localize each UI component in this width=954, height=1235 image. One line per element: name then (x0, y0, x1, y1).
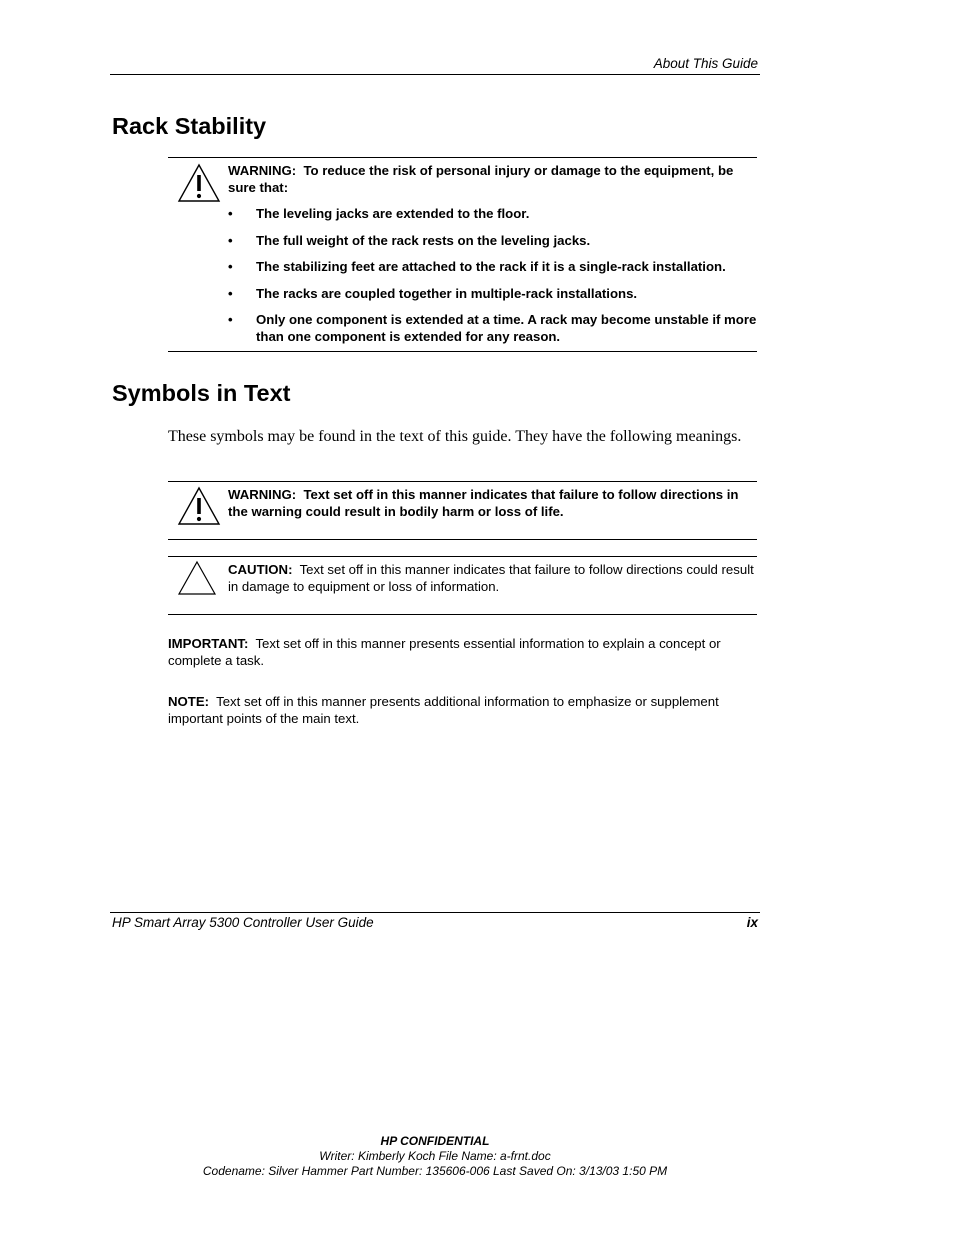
warning-body: Text set off in this manner indicates that failure to follow directions in the warning could result in bodily harm or loss of life. (228, 487, 739, 519)
symbol-warning-box (168, 481, 757, 541)
symbol-caution-text (228, 561, 758, 595)
rack-warning-text (228, 162, 758, 345)
note-body: Text set off in this manner presents additional information to emphasize or supplement important points of the main text. (168, 694, 719, 726)
note-label: NOTE: (168, 694, 210, 709)
warning-label: WARNING: (228, 487, 297, 502)
list-item: • The racks are coupled together in multiple-rack installations. (228, 285, 758, 302)
caution-body: Text set off in this manner indicates that failure to follow directions could result in damage to equipment or loss of information. (228, 562, 754, 594)
list-item: • The leveling jacks are extended to the floor. (228, 205, 758, 222)
caution-icon (177, 560, 217, 596)
writer-info: Writer: Kimberly Koch File Name: a-frnt.doc (319, 1149, 551, 1163)
box-top-rule (168, 481, 757, 482)
warning-icon (177, 486, 221, 526)
footer-divider (110, 912, 760, 913)
important-body: Text set off in this manner presents essential information to explain a concept or complete a task. (168, 636, 721, 668)
box-bottom-rule (168, 614, 757, 615)
rack-warning-box (168, 157, 757, 353)
caution-label: CAUTION: (228, 562, 293, 577)
symbol-warning-text (228, 486, 758, 520)
list-item: • Only one component is extended at a time. A rack may become unstable if more than one component is extended for any reason. (228, 311, 758, 345)
rack-requirements-list (228, 205, 758, 345)
important-note (168, 635, 758, 669)
symbol-caution-box (168, 556, 757, 616)
header-divider (110, 74, 760, 75)
footer-document-title: HP Smart Array 5300 Controller User Guide (112, 915, 374, 930)
box-bottom-rule (168, 351, 757, 352)
confidential-label: HP CONFIDENTIAL (380, 1134, 490, 1148)
note-paragraph (168, 693, 758, 727)
section-title-rack-stability: Rack Stability (112, 113, 267, 139)
codename-info: Codename: Silver Hammer Part Number: 135606-006 Last Saved On: 3/13/03 1:50 PM (202, 1164, 668, 1178)
warning-body: To reduce the risk of personal injury or damage to the equipment, be sure that: (228, 163, 734, 195)
list-item: • The full weight of the rack rests on the leveling jacks. (228, 232, 758, 249)
running-header: About This Guide (653, 56, 758, 71)
section-title-symbols: Symbols in Text (112, 380, 291, 406)
box-bottom-rule (168, 539, 757, 540)
symbols-intro: These symbols may be found in the text of this guide. They have the following meanings. (168, 428, 742, 445)
box-top-rule (168, 556, 757, 557)
warning-label: WARNING: (228, 163, 297, 178)
warning-icon (177, 163, 221, 203)
important-label: IMPORTANT: (168, 636, 249, 651)
page-number: ix (746, 915, 758, 930)
box-top-rule (168, 157, 757, 158)
list-item: • The stabilizing feet are attached to the rack if it is a single-rack installation. (228, 258, 758, 275)
